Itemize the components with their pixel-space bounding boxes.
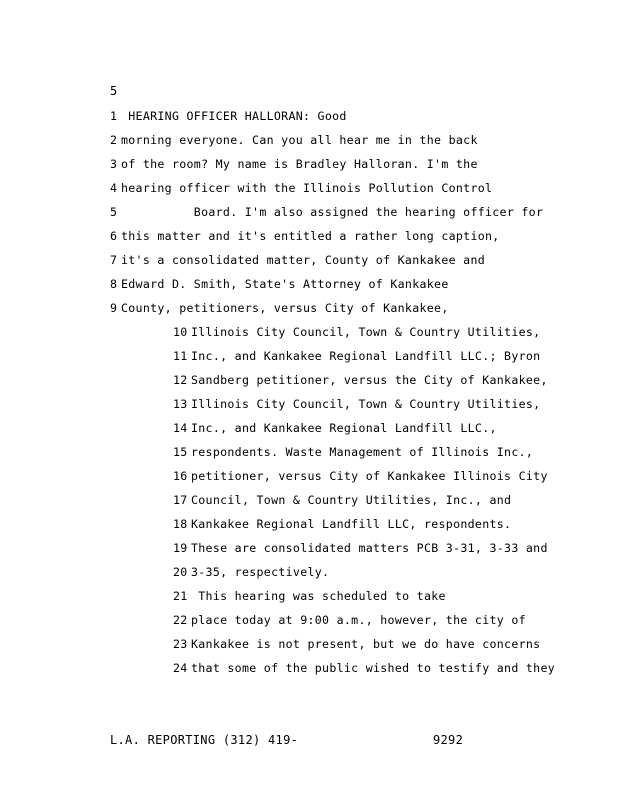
line-number: 24: [173, 661, 188, 675]
line-text: it's a consolidated matter, County of Kankakee and: [121, 253, 486, 267]
line-number: 18: [173, 517, 188, 531]
transcript-line: [0, 372, 618, 396]
transcript-line: [0, 228, 618, 252]
line-text: Sandberg petitioner, versus the City of Kankakee,: [191, 373, 548, 387]
transcript-line: [0, 612, 618, 636]
transcript-line: [0, 660, 618, 684]
line-text: Inc., and Kankakee Regional Landfill LLC.,: [191, 421, 497, 435]
transcript-line: [0, 108, 618, 132]
line-number: 4: [110, 181, 118, 195]
line-number: 7: [110, 253, 118, 267]
transcript-line: [0, 300, 618, 324]
transcript-line: [0, 348, 618, 372]
line-number: 21: [173, 589, 188, 603]
line-number: 10: [173, 325, 188, 339]
transcript-line: [0, 276, 618, 300]
line-number: 2: [110, 133, 118, 147]
transcript-line: [0, 468, 618, 492]
footer-phone-suffix: 9292: [433, 733, 464, 747]
line-text: Kankakee is not present, but we do have concerns: [191, 637, 541, 651]
transcript-line: [0, 636, 618, 660]
transcript-line: [0, 516, 618, 540]
line-text: that some of the public wished to testify and they: [191, 661, 556, 675]
line-text: HEARING OFFICER HALLORAN: Good: [121, 109, 347, 123]
page-number: 5: [110, 84, 118, 98]
transcript-line: [0, 132, 618, 156]
transcript-line: [0, 492, 618, 516]
transcript-line: [0, 396, 618, 420]
line-number: 5: [110, 205, 118, 219]
transcript-line: [0, 180, 618, 204]
transcript-line: [0, 444, 618, 468]
line-number: 19: [173, 541, 188, 555]
line-number: 13: [173, 397, 188, 411]
line-text: Inc., and Kankakee Regional Landfill LLC.; Byron: [191, 349, 541, 363]
line-number: 3: [110, 157, 118, 171]
line-number: 6: [110, 229, 118, 243]
footer-reporter: L.A. REPORTING (312) 419-: [110, 733, 299, 747]
transcript-line: [0, 420, 618, 444]
line-text: Illinois City Council, Town & Country Utilities,: [191, 325, 541, 339]
line-text: hearing officer with the Illinois Pollution Control: [121, 181, 493, 195]
line-number: 20: [173, 565, 188, 579]
line-number: 11: [173, 349, 188, 363]
line-text: Council, Town & Country Utilities, Inc., and: [191, 493, 512, 507]
line-text: place today at 9:00 a.m., however, the city of: [191, 613, 526, 627]
line-number: 22: [173, 613, 188, 627]
line-number: 1: [110, 109, 118, 123]
line-text: County, petitioners, versus City of Kankakee,: [121, 301, 449, 315]
transcript-line: [0, 252, 618, 276]
line-text: petitioner, versus City of Kankakee Illinois City: [191, 469, 548, 483]
line-number: 9: [110, 301, 118, 315]
transcript-line: [0, 204, 618, 228]
line-number: 8: [110, 277, 118, 291]
line-text: Illinois City Council, Town & Country Utilities,: [191, 397, 541, 411]
line-number: 12: [173, 373, 188, 387]
line-text: of the room? My name is Bradley Halloran. I'm the: [121, 157, 478, 171]
line-text: 3-35, respectively.: [191, 565, 330, 579]
line-number: 14: [173, 421, 188, 435]
line-text: respondents. Waste Management of Illinois Inc.,: [191, 445, 534, 459]
transcript-line: [0, 156, 618, 180]
transcript-line: [0, 564, 618, 588]
line-text: Board. I'm also assigned the hearing officer for: [121, 205, 544, 219]
transcript-line: [0, 540, 618, 564]
line-number: 15: [173, 445, 188, 459]
line-text: These are consolidated matters PCB 3-31, 3-33 and: [191, 541, 548, 555]
line-text: Kankakee Regional Landfill LLC, respondents.: [191, 517, 512, 531]
line-text: morning everyone. Can you all hear me in the back: [121, 133, 478, 147]
transcript-line: [0, 588, 618, 612]
line-text: this matter and it's entitled a rather long caption,: [121, 229, 500, 243]
line-text: This hearing was scheduled to take: [191, 589, 446, 603]
line-number: 23: [173, 637, 188, 651]
transcript-body: [0, 108, 618, 684]
line-text: Edward D. Smith, State's Attorney of Kankakee: [121, 277, 449, 291]
line-number: 16: [173, 469, 188, 483]
transcript-line: [0, 324, 618, 348]
line-number: 17: [173, 493, 188, 507]
